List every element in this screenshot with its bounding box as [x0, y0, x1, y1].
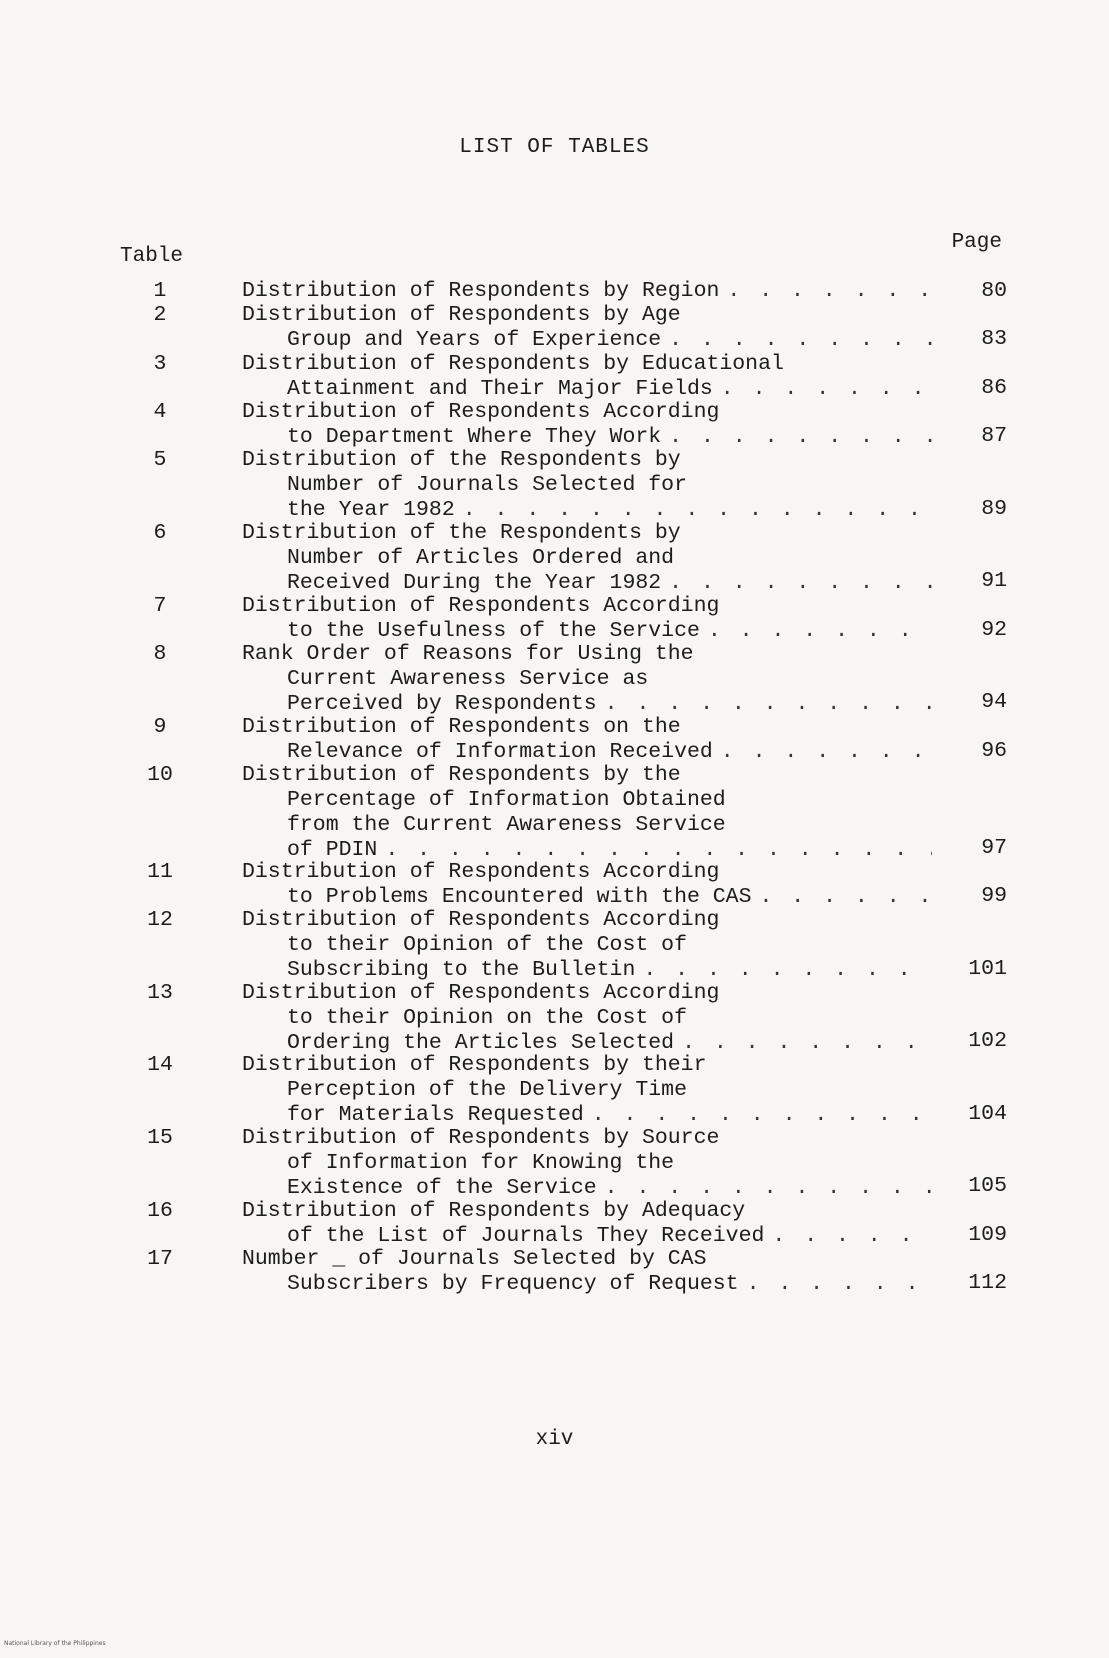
table-title-text: Subscribing to the Bulletin — [287, 958, 636, 983]
table-title-text: to the Usefulness of the Service — [287, 618, 700, 643]
table-title-line — [242, 425, 932, 450]
table-title-text: Perceived by Respondents — [287, 692, 597, 716]
table-title-text: Subscribers by Frequency of Request — [287, 1272, 739, 1296]
dot-leader — [643, 958, 932, 983]
table-title-line — [242, 619, 932, 644]
table-number: 5 — [153, 448, 167, 473]
page-reference: 96 — [981, 738, 1007, 763]
table-title-text: Distribution of Respondents by Region — [242, 279, 720, 303]
table-title-line: Distribution of Respondents by Age — [242, 303, 681, 328]
page-reference: 104 — [968, 1101, 1007, 1126]
dot-leader — [747, 1272, 932, 1297]
table-title — [242, 521, 932, 596]
table-number: 4 — [153, 400, 167, 424]
table-number: 1 — [153, 279, 167, 303]
table-title-line: Distribution of Respondents by the — [242, 763, 681, 787]
table-title-line — [242, 1272, 932, 1297]
page-reference: 102 — [968, 1029, 1007, 1054]
table-title — [242, 908, 932, 983]
dot-leader — [682, 1031, 932, 1056]
page-reference: 83 — [981, 327, 1007, 352]
dot-leader — [721, 377, 932, 402]
table-title — [242, 715, 932, 765]
dot-leader — [605, 1176, 932, 1201]
table-title-line — [242, 740, 932, 765]
table-number: 15 — [147, 1126, 173, 1150]
table-number: 6 — [153, 521, 167, 545]
table-title-line — [242, 692, 932, 717]
table-title-line — [242, 1103, 932, 1128]
table-title-line: to their Opinion of the Cost of — [287, 933, 687, 958]
table-number: 2 — [153, 303, 167, 328]
page-reference: 112 — [968, 1271, 1007, 1296]
table-title-line: Current Awareness Service as — [287, 667, 649, 691]
table-title-line: Number _ of Journals Selected by CAS — [242, 1247, 707, 1271]
page-reference: 86 — [981, 375, 1007, 400]
page-reference: 92 — [981, 617, 1007, 642]
table-title-line: Number of Articles Ordered and — [287, 546, 675, 570]
table-title-line: Distribution of Respondents According — [242, 908, 720, 933]
table-title-text: Group and Years of Experience — [287, 328, 662, 353]
table-number: 10 — [147, 763, 173, 787]
table-title-line — [242, 885, 932, 910]
table-title-line — [242, 958, 932, 983]
footer-source: National Library of the Philippines — [4, 1640, 106, 1647]
table-title-text: Received During the Year 1982 — [287, 571, 662, 595]
table-title-text: Relevance of Information Received — [287, 739, 713, 764]
table-title — [242, 642, 932, 717]
table-title-text: for Materials Requested — [287, 1103, 584, 1128]
table-title-line — [242, 1224, 932, 1249]
table-title — [242, 400, 932, 450]
table-title-line: to their Opinion on the Cost of — [287, 1005, 687, 1030]
table-title-line — [242, 1176, 932, 1201]
table-number: 12 — [147, 908, 173, 933]
dot-leader — [669, 425, 932, 450]
table-title-line — [242, 498, 932, 523]
table-title-line: Percentage of Information Obtained — [287, 788, 726, 812]
table-number: 17 — [147, 1247, 173, 1271]
table-title — [242, 860, 932, 910]
table-title — [242, 1199, 932, 1249]
page-reference: 109 — [968, 1222, 1007, 1247]
page-reference: 94 — [981, 690, 1007, 715]
table-title-line: Distribution of the Respondents by — [242, 521, 681, 545]
dot-leader — [605, 692, 932, 717]
table-title-line — [242, 377, 932, 402]
dot-leader — [759, 885, 932, 910]
page-reference: 97 — [981, 835, 1007, 860]
table-title — [242, 1126, 932, 1201]
table-title-line — [242, 328, 932, 353]
page-number: xiv — [535, 1428, 574, 1451]
table-number: 8 — [153, 642, 167, 666]
table-title — [242, 1247, 932, 1297]
table-number: 9 — [153, 714, 167, 739]
table-title-line: Number of Journals Selected for — [287, 473, 687, 498]
table-title-text: Existence of the Service — [287, 1176, 597, 1200]
table-number: 14 — [147, 1053, 173, 1078]
page-reference: 101 — [968, 956, 1007, 981]
table-title — [242, 763, 932, 863]
dot-leader — [708, 619, 932, 644]
dot-leader — [669, 328, 932, 353]
table-title-line: Distribution of Respondents by Adequacy — [242, 1198, 746, 1223]
table-number: 16 — [147, 1198, 173, 1223]
table-title — [242, 448, 932, 523]
table-title-line — [242, 279, 932, 304]
dot-leader — [669, 571, 932, 596]
page-title: LIST OF TABLES — [459, 136, 650, 159]
table-title — [242, 594, 932, 644]
table-title-line: Distribution of Respondents by Educational — [242, 351, 784, 376]
table-title-text: Ordering the Articles Selected — [287, 1030, 675, 1055]
column-header-table: Table — [120, 245, 184, 268]
page-reference: 99 — [981, 883, 1007, 908]
dot-leader — [463, 498, 932, 523]
table-title-line: Distribution of Respondents by Source — [242, 1126, 720, 1150]
dot-leader — [592, 1103, 932, 1128]
table-title-line: Distribution of Respondents by their — [242, 1053, 707, 1078]
page-reference: 105 — [968, 1174, 1007, 1199]
table-number: 13 — [147, 980, 173, 1005]
table-number: 7 — [153, 593, 167, 618]
table-title-text: of the List of Journals They Received — [287, 1223, 765, 1248]
table-title-line — [242, 571, 932, 596]
page-reference: 91 — [981, 569, 1007, 594]
table-title-text: to Department Where They Work — [287, 425, 662, 449]
table-title-line — [242, 1031, 932, 1056]
table-title-line: Rank Order of Reasons for Using the — [242, 642, 694, 666]
page-reference: 89 — [981, 496, 1007, 521]
page-reference: 80 — [981, 279, 1007, 303]
table-title-line: Perception of the Delivery Time — [287, 1078, 687, 1103]
table-title-line: Distribution of Respondents According — [242, 593, 720, 618]
page-reference: 87 — [981, 424, 1007, 449]
table-title — [242, 1053, 932, 1128]
table-title — [242, 279, 932, 304]
table-title — [242, 352, 932, 402]
table-number: 11 — [147, 859, 173, 884]
table-title-line: Distribution of Respondents According — [242, 400, 720, 424]
table-number: 3 — [153, 351, 167, 376]
table-title-line: Distribution of Respondents According — [242, 859, 720, 884]
dot-leader — [727, 279, 932, 304]
table-title-text: of PDIN — [287, 838, 378, 862]
table-title-line: of Information for Knowing the — [287, 1151, 675, 1175]
table-title-line: from the Current Awareness Service — [287, 813, 726, 837]
table-title-line: Distribution of Respondents According — [242, 980, 720, 1005]
table-title — [242, 303, 932, 353]
table-title-text: to Problems Encountered with the CAS — [287, 884, 752, 909]
column-header-page: Page — [951, 231, 1002, 254]
dot-leader — [721, 740, 932, 765]
table-title-text: Attainment and Their Major Fields — [287, 376, 713, 401]
table-title-line: Distribution of the Respondents by — [242, 448, 681, 473]
table-title — [242, 981, 932, 1056]
table-title-line: Distribution of Respondents on the — [242, 714, 681, 739]
table-title-text: the Year 1982 — [287, 498, 455, 523]
dot-leader — [772, 1224, 932, 1249]
